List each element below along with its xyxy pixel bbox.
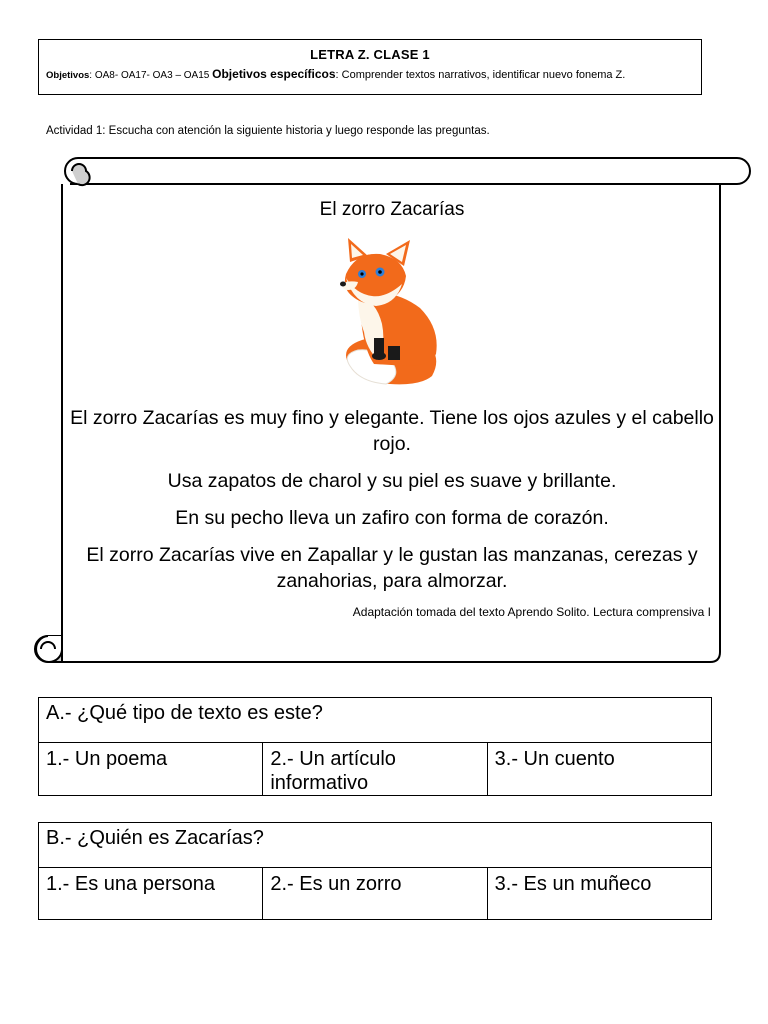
answer-option[interactable]: 1.- Es una persona — [39, 868, 263, 920]
specific-objectives-text: : Comprender textos narrativos, identificar nuevo fonema Z. — [335, 69, 626, 81]
question-table-a — [38, 697, 712, 796]
story-paragraph: Usa zapatos de charol y su piel es suave y brillante. — [167, 470, 617, 492]
source-credit: Adaptación tomada del texto Aprendo Solito. Lectura comprensiva I — [352, 605, 711, 619]
fox-illustration — [336, 236, 448, 388]
question-text: B.- ¿Quién es Zacarías? — [39, 823, 712, 868]
activity-instruction: Actividad 1: Escucha con atención la siguiente historia y luego responde las preguntas. — [46, 125, 490, 137]
answer-option[interactable]: 2.- Un artículo informativo — [263, 743, 487, 796]
question-table-b — [38, 822, 712, 920]
story-title: El zorro Zacarías — [319, 199, 465, 220]
specific-objectives-label: Objetivos específicos — [212, 67, 336, 81]
objectives-label: Objetivos — [46, 70, 90, 81]
objectives-codes: : OA8- OA17- OA3 – OA15 — [89, 70, 213, 81]
answer-option[interactable]: 1.- Un poema — [39, 743, 263, 796]
story-paragraph: En su pecho lleva un zafiro con forma de corazón. — [175, 507, 609, 529]
story-paragraph: El zorro Zacarías vive en Zapallar y le gustan las manzanas, cerezas y zanahorias, para almorzar. — [86, 544, 698, 592]
story-paragraph: El zorro Zacarías es muy fino y elegante. Tiene los ojos azules y el cabello rojo. — [70, 407, 714, 455]
question-text: A.- ¿Qué tipo de texto es este? — [39, 698, 712, 743]
answer-option[interactable]: 2.- Es un zorro — [263, 868, 487, 920]
answer-option[interactable]: 3.- Un cuento — [487, 743, 711, 796]
page-title: LETRA Z. CLASE 1 — [310, 47, 430, 62]
answer-option[interactable]: 3.- Es un muñeco — [487, 868, 711, 920]
